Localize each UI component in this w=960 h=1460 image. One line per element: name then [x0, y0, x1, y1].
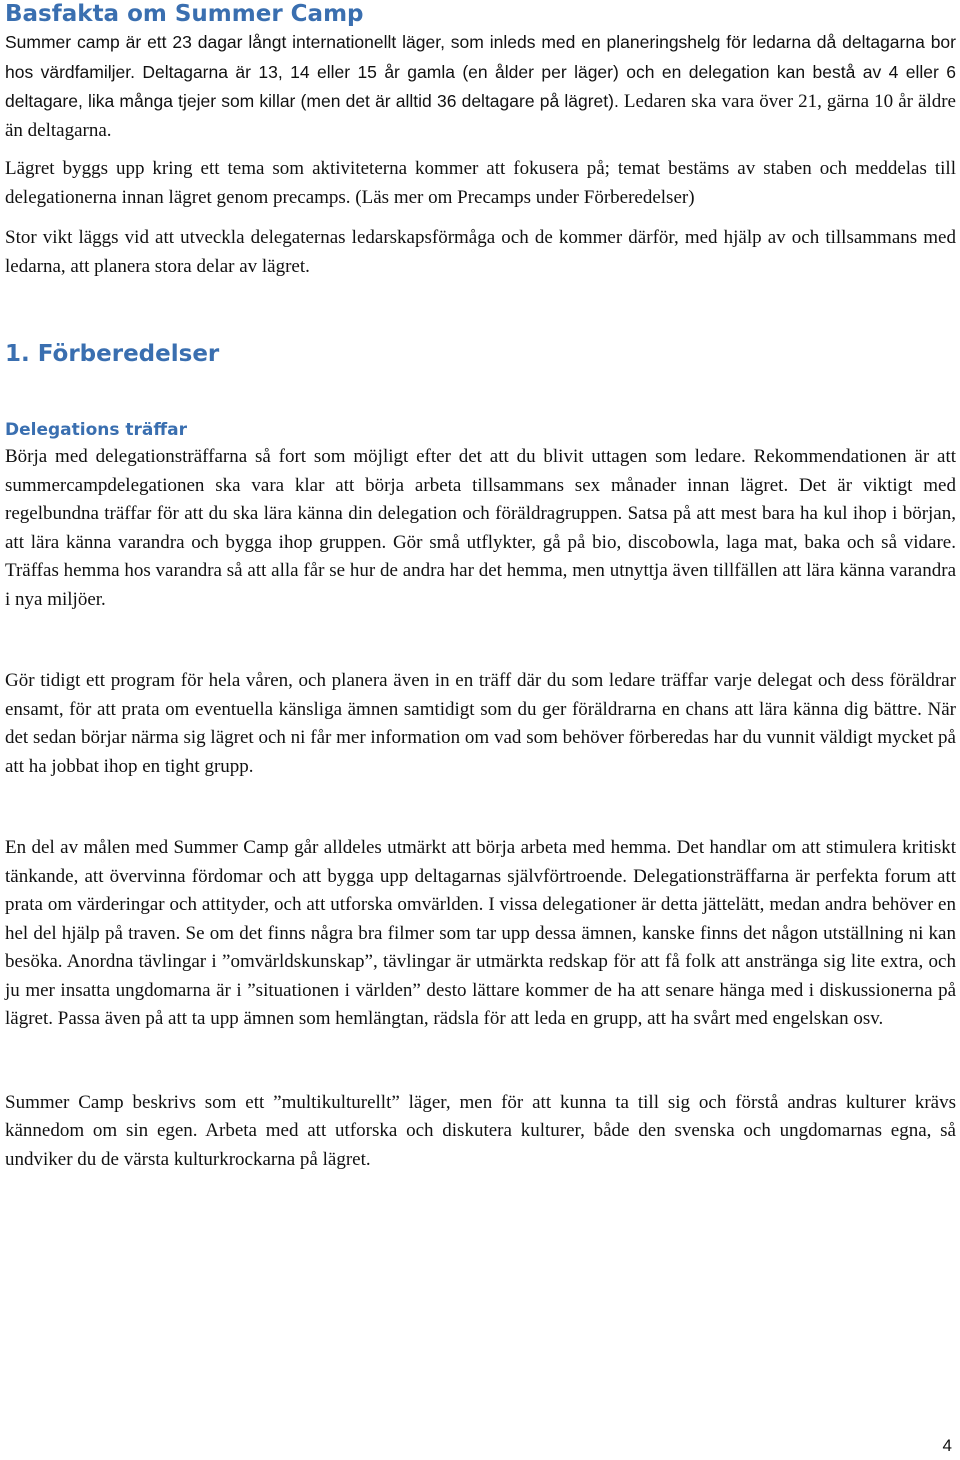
section-heading: 1. Förberedelser [5, 341, 220, 367]
section-paragraph-1: Börja med delegationsträffarna så fort som möjligt efter det att du blivit uttagen som ledare. Rekommendationen är att summercampdelegationen ska vara klar att börja arbeta tillsammans sex månader innan lägret. Det är viktigt med regelbundna träffar för att du ska lära känna din delegation och föräldragruppen. Satsa på att mest bara ha kul ihop i början, att lära känna varandra och bygga ihop gruppen. Gör små utflykter, gå på bio, discobowla, laga mat, baka och så vidare. Träffas hemma hos varandra så att alla får se hur de andra har det hemma, men utnyttja även tillfällen att lära känna varandra i nya miljöer. [5, 446, 956, 610]
page-number: 4 [942, 1436, 952, 1455]
document-page [5, 0, 956, 1174]
subsection-heading: Delegations träffar [5, 420, 188, 440]
section-paragraph-4: Summer Camp beskrivs som ett ”multikulturellt” läger, men för att kunna ta till sig och förstå andras kulturer krävs kännedom om sin egen. Arbeta med att utforska och diskutera kulturer, både den svenska och ungdomarnas egna, så undviker du de värsta kulturkrockarna på lägret. [5, 1091, 956, 1170]
intro-paragraph-1-serif: Ledaren ska vara över 21, gärna 10 år äldre än deltagarna. [5, 91, 956, 141]
intro-paragraph-1 [5, 28, 956, 145]
section-paragraph-2: Gör tidigt ett program för hela våren, och planera även in en träff där du som ledare träffar varje delegat och dess föräldrar ensamt, för att prata om eventuella känsliga ämnen samtidigt som du ger föräldrarna en chans att lära känna dig bättre. När det sedan börjar närma sig lägret och ni får mer information om vad som behöver förberedas har du vunnit väldigt mycket på att ha jobbat ihop en tight grupp. [5, 670, 956, 777]
intro-paragraph-3: Stor vikt läggs vid att utveckla delegaternas ledarskapsförmåga och de kommer därför, med hjälp av och tillsammans med ledarna, att planera stora delar av lägret. [5, 227, 956, 277]
intro-paragraph-1-sans: Summer camp är ett 23 dagar långt internationellt läger, som inleds med en planeringshelg för ledarna då deltagarna bor hos värdfamiljer. Deltagarna är 13, 14 eller 15 år gamla (en ålder per läger) och en delegation kan bestå av 4 eller 6 deltagare, lika många tjejer som killar (men det är alltid 36 deltagare på lägret). [5, 32, 956, 111]
section-paragraph-3: En del av målen med Summer Camp går alldeles utmärkt att börja arbeta med hemma. Det handlar om att stimulera kritiskt tänkande, att övervinna fördomar och att bygga upp deltagarnas självförtroende. Delegationsträffarna är perfekta forum att prata om värderingar och attityder, och att utforska omvärlden. I vissa delegationer är detta jättelätt, medan andra behöver en hel del hjälp på traven. Se om det finns några bra filmer som tar upp dessa ämnen, kanske finns det någon utställning ni kan besöka. Anordna tävlingar i ”omvärldskunskap”, tävlingar är utmärkta redskap för att få folk att anstränga sig lite extra, och ju mer insatta ungdomarna är i ”situationen i världen” desto lättare kommer de ha att senare hänga med i diskussionerna på lägret. Passa även på att ta upp ämnen som hemlängtan, rädsla för att leda en grupp, att ha svårt med engelskan osv. [5, 837, 956, 1029]
page-title: Basfakta om Summer Camp [5, 1, 364, 27]
intro-paragraph-2: Lägret byggs upp kring ett tema som aktiviteterna kommer att fokusera på; temat bestäms av staben och meddelas till delegationerna innan lägret genom precamps. (Läs mer om Precamps under Förberedelser) [5, 158, 956, 208]
